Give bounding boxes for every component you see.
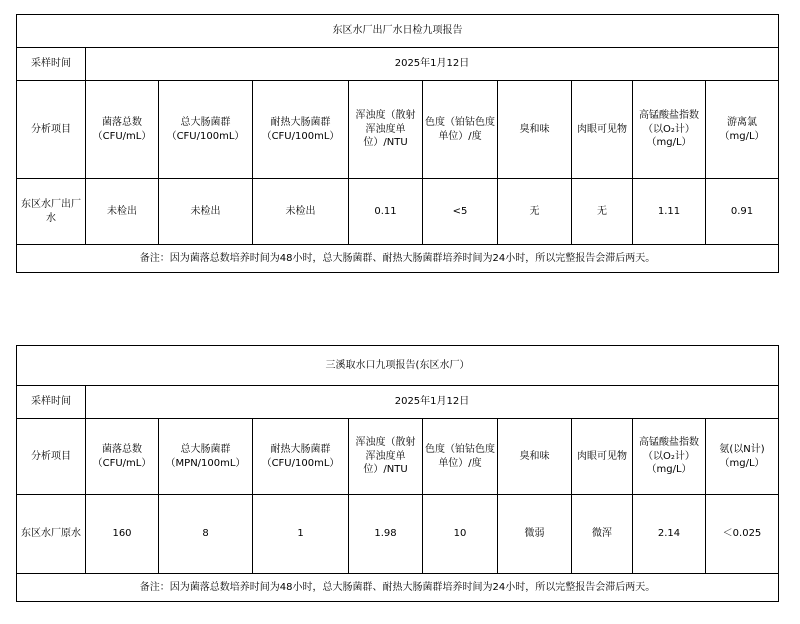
- value-permanganate-index: 2.14: [633, 495, 706, 574]
- header-colony-count: 菌落总数（CFU/mL）: [86, 81, 159, 179]
- header-odor-taste: 臭和味: [498, 419, 572, 495]
- sample-date: 2025年1月12日: [86, 386, 779, 419]
- header-visible-matter: 肉眼可见物: [572, 419, 633, 495]
- value-thermotolerant-coliforms: 未检出: [253, 179, 349, 245]
- header-visible-matter: 肉眼可见物: [572, 81, 633, 179]
- report-table-raw-water: [16, 345, 779, 602]
- sample-name: 东区水厂原水: [17, 495, 86, 574]
- value-color: <5: [423, 179, 498, 245]
- value-ammonia: ＜0.025: [706, 495, 779, 574]
- header-free-chlorine: 游离氯（mg/L）: [706, 81, 779, 179]
- header-permanganate-index: 高锰酸盐指数（以O₂计）（mg/L）: [633, 419, 706, 495]
- report-title: 东区水厂出厂水日检九项报告: [17, 15, 779, 48]
- report-note: 备注：因为菌落总数培养时间为48小时，总大肠菌群、耐热大肠菌群培养时间为24小时，所以完整报告会滞后两天。: [17, 245, 779, 273]
- header-turbidity: 浑浊度（散射浑浊度单位）/NTU: [349, 81, 423, 179]
- header-total-coliforms: 总大肠菌群（MPN/100mL）: [159, 419, 253, 495]
- header-color: 色度（铂钴色度单位）/度: [423, 81, 498, 179]
- report-title: 三溪取水口九项报告(东区水厂）: [17, 346, 779, 386]
- analysis-item-label: 分析项目: [17, 419, 86, 495]
- analysis-item-label: 分析项目: [17, 81, 86, 179]
- report-table-treated-water: [16, 14, 779, 273]
- sample-time-label: 采样时间: [17, 48, 86, 81]
- value-free-chlorine: 0.91: [706, 179, 779, 245]
- value-colony-count: 未检出: [86, 179, 159, 245]
- value-colony-count: 160: [86, 495, 159, 574]
- sample-date: 2025年1月12日: [86, 48, 779, 81]
- header-permanganate-index: 高锰酸盐指数（以O₂计）（mg/L）: [633, 81, 706, 179]
- value-color: 10: [423, 495, 498, 574]
- value-permanganate-index: 1.11: [633, 179, 706, 245]
- value-odor-taste: 微弱: [498, 495, 572, 574]
- value-thermotolerant-coliforms: 1: [253, 495, 349, 574]
- value-visible-matter: 微浑: [572, 495, 633, 574]
- value-total-coliforms: 未检出: [159, 179, 253, 245]
- sample-name: 东区水厂出厂水: [17, 179, 86, 245]
- value-turbidity: 0.11: [349, 179, 423, 245]
- header-color: 色度（铂钴色度单位）/度: [423, 419, 498, 495]
- header-total-coliforms: 总大肠菌群（CFU/100mL）: [159, 81, 253, 179]
- header-turbidity: 浑浊度（散射浑浊度单位）/NTU: [349, 419, 423, 495]
- report-note: 备注：因为菌落总数培养时间为48小时，总大肠菌群、耐热大肠菌群培养时间为24小时，所以完整报告会滞后两天。: [17, 574, 779, 602]
- value-visible-matter: 无: [572, 179, 633, 245]
- header-odor-taste: 臭和味: [498, 81, 572, 179]
- value-odor-taste: 无: [498, 179, 572, 245]
- header-ammonia: 氨(以N计)（mg/L）: [706, 419, 779, 495]
- sample-time-label: 采样时间: [17, 386, 86, 419]
- value-turbidity: 1.98: [349, 495, 423, 574]
- header-colony-count: 菌落总数（CFU/mL）: [86, 419, 159, 495]
- value-total-coliforms: 8: [159, 495, 253, 574]
- header-thermotolerant-coliforms: 耐热大肠菌群（CFU/100mL）: [253, 81, 349, 179]
- header-thermotolerant-coliforms: 耐热大肠菌群（CFU/100mL）: [253, 419, 349, 495]
